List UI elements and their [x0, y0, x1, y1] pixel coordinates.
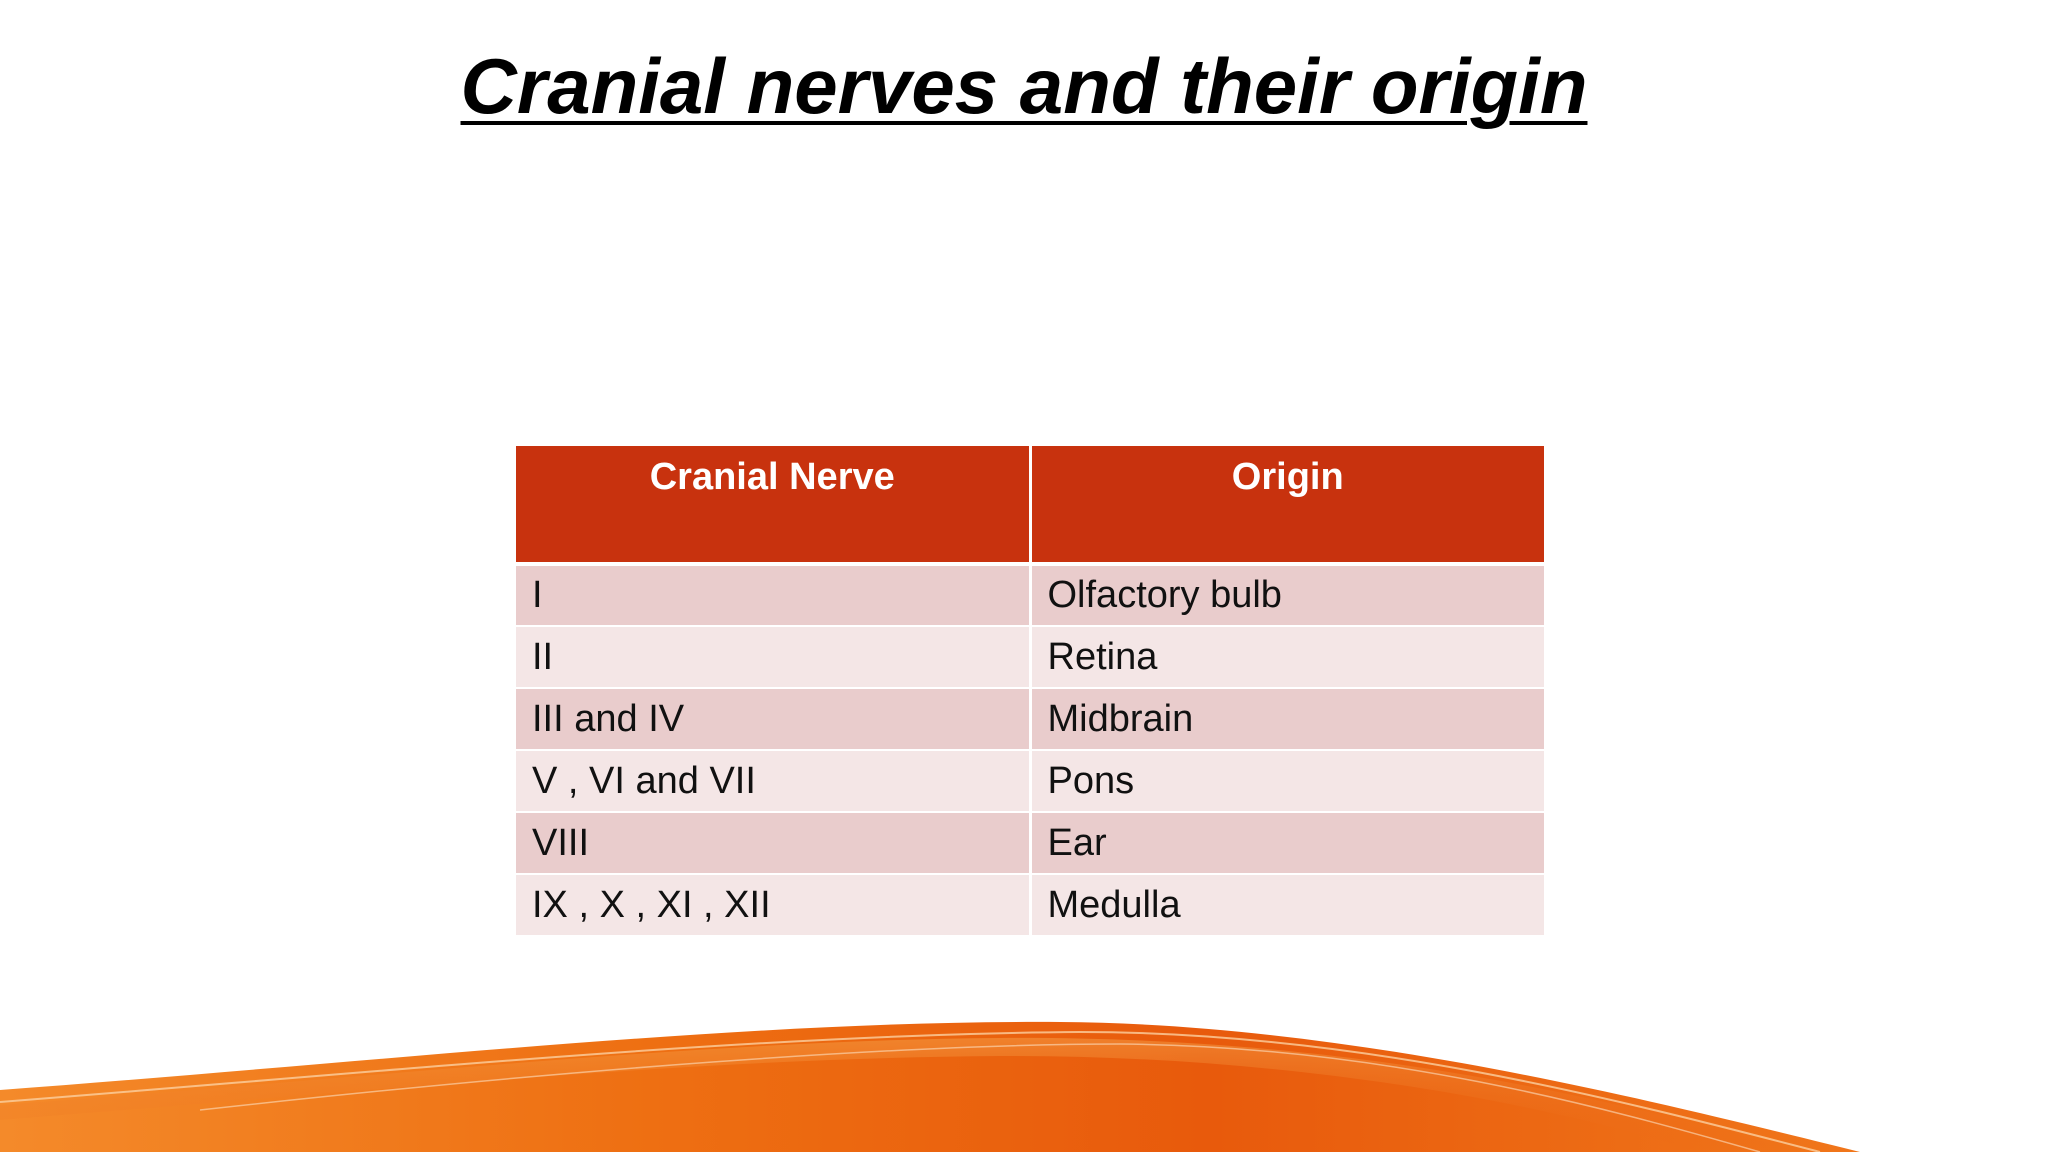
table-row [516, 812, 1544, 874]
cell-origin: Olfactory bulb [1030, 564, 1544, 626]
cell-origin: Medulla [1030, 874, 1544, 936]
table-row [516, 564, 1544, 626]
decorative-orange-wave [0, 1010, 2048, 1152]
cell-nerve: III and IV [516, 688, 1030, 750]
header-origin: Origin [1030, 446, 1544, 564]
cell-nerve: IX , X , XI , XII [516, 874, 1030, 936]
cell-origin: Ear [1030, 812, 1544, 874]
table-row [516, 626, 1544, 688]
cell-nerve: II [516, 626, 1030, 688]
cell-nerve: V , VI and VII [516, 750, 1030, 812]
cell-nerve: VIII [516, 812, 1030, 874]
cell-nerve: I [516, 564, 1030, 626]
cell-origin: Midbrain [1030, 688, 1544, 750]
cell-origin: Retina [1030, 626, 1544, 688]
table-row [516, 750, 1544, 812]
nerves-table-container [516, 446, 1544, 937]
slide-title: Cranial nerves and their origin [460, 42, 1588, 130]
table-row [516, 688, 1544, 750]
header-cranial-nerve: Cranial Nerve [516, 446, 1030, 564]
table-header-row [516, 446, 1544, 564]
table-row [516, 874, 1544, 936]
cell-origin: Pons [1030, 750, 1544, 812]
nerves-table [516, 446, 1544, 937]
